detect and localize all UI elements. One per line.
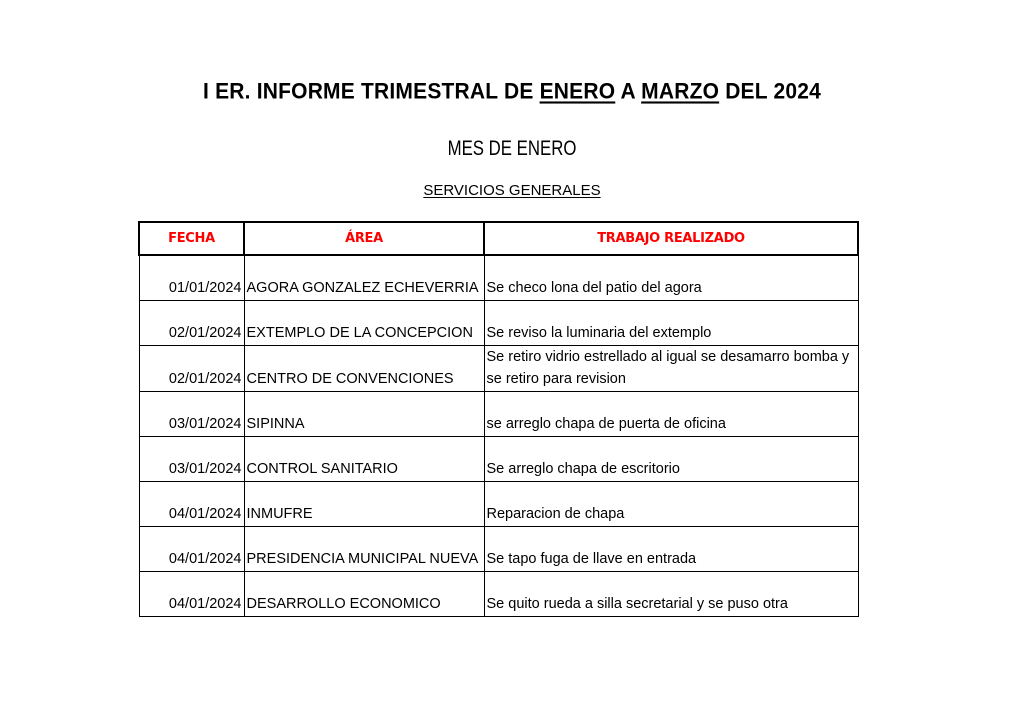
date-cell: 03/01/2024 — [139, 437, 244, 482]
table-row — [139, 392, 858, 437]
work-cell: Se tapo fuga de llave en entrada — [484, 527, 858, 572]
month-heading: MES DE ENERO — [447, 137, 577, 160]
work-cell: Se quito rueda a silla secretarial y se puso otra — [484, 572, 858, 617]
report-title — [0, 79, 1024, 104]
section-heading: SERVICIOS GENERALES — [423, 182, 601, 199]
date-cell: 03/01/2024 — [139, 392, 244, 437]
area-cell: AGORA GONZALEZ ECHEVERRIA — [244, 255, 484, 301]
work-cell: Se reviso la luminaria del extemplo — [484, 301, 858, 346]
area-cell: PRESIDENCIA MUNICIPAL NUEVA — [244, 527, 484, 572]
title-prefix: I ER. INFORME TRIMESTRAL DE — [203, 79, 540, 104]
header-date: FECHA — [139, 222, 244, 255]
date-cell: 02/01/2024 — [139, 301, 244, 346]
work-cell: Se arreglo chapa de escritorio — [484, 437, 858, 482]
area-cell: CENTRO DE CONVENCIONES — [244, 346, 484, 392]
title-month-end: MARZO — [641, 79, 720, 104]
table-row — [139, 301, 858, 346]
table-row — [139, 437, 858, 482]
date-cell: 02/01/2024 — [139, 346, 244, 392]
date-cell: 01/01/2024 — [139, 255, 244, 301]
table-row — [139, 527, 858, 572]
title-suffix: DEL 2024 — [719, 79, 821, 104]
title-mid: A — [615, 79, 642, 104]
title-month-start: ENERO — [539, 79, 616, 104]
table-row — [139, 255, 858, 301]
date-cell: 04/01/2024 — [139, 482, 244, 527]
area-cell: DESARROLLO ECONOMICO — [244, 572, 484, 617]
area-cell: INMUFRE — [244, 482, 484, 527]
header-work: TRABAJO REALIZADO — [484, 222, 858, 255]
area-cell: SIPINNA — [244, 392, 484, 437]
table-header-row — [139, 222, 858, 255]
table-row — [139, 482, 858, 527]
table-row — [139, 346, 858, 392]
header-area: ÁREA — [244, 222, 484, 255]
date-cell: 04/01/2024 — [139, 572, 244, 617]
work-cell: se arreglo chapa de puerta de oficina — [484, 392, 858, 437]
area-cell: CONTROL SANITARIO — [244, 437, 484, 482]
work-table — [138, 221, 859, 617]
work-cell: Reparacion de chapa — [484, 482, 858, 527]
date-cell: 04/01/2024 — [139, 527, 244, 572]
work-cell: Se checo lona del patio del agora — [484, 255, 858, 301]
work-cell: Se retiro vidrio estrellado al igual se desamarro bomba y se retiro para revision — [484, 346, 858, 392]
table-row — [139, 572, 858, 617]
area-cell: EXTEMPLO DE LA CONCEPCION — [244, 301, 484, 346]
